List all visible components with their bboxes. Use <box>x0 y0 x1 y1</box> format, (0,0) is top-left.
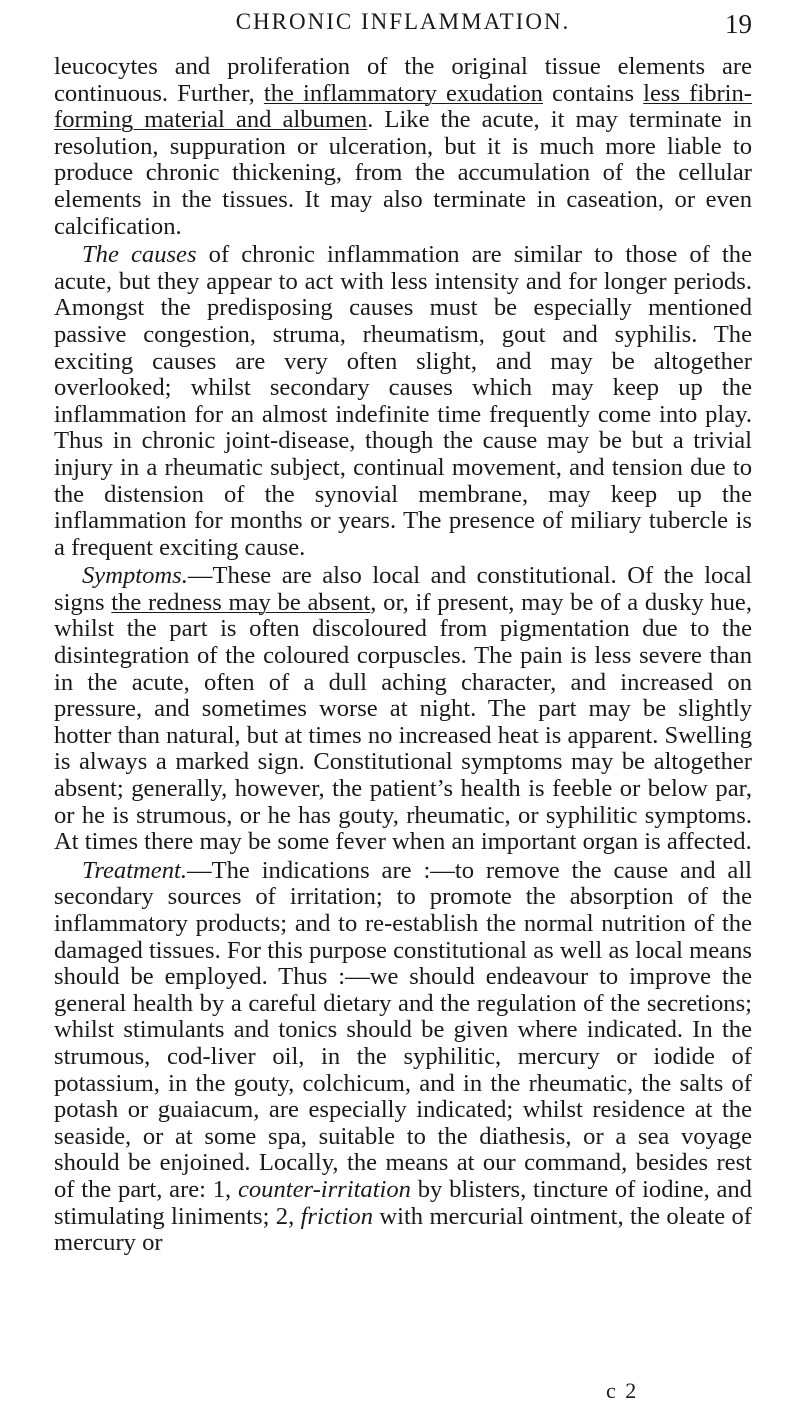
text-run: leucocytes and proliferation of the original tissue elements are continuous. Further, <box>54 53 752 107</box>
underlined-text: the redness may be absent <box>111 588 371 616</box>
signature-mark: c 2 <box>606 1378 639 1403</box>
underlined-text: the inflammatory exudation <box>263 79 543 107</box>
running-title: CHRONIC INFLAMMATION. <box>235 9 571 34</box>
text-run: by blisters, tincture of iodine, and stimulating liniments; 2, <box>54 1175 752 1230</box>
italic-text: Symptoms. <box>82 562 188 590</box>
italic-text: The causes <box>82 241 197 269</box>
page-number: 19 <box>725 9 752 39</box>
text-run: . Like the acute, it may terminate in resolution, suppuration or ulceration, but it is much more liable to produce chronic thickening, from the accumulation of the cellular elements in the tissues. It may also terminate in caseation, or even calcification. <box>54 106 752 240</box>
text-run: of chronic inflammation are similar to those of the acute, but they appear to act with less intensity and for longer periods. Amongst the predisposing causes must be especially mentioned passive congestion, struma, rheumatism, gout and syphilis. The exciting causes are very often slight, and may be altogether overlooked; whilst secondary causes which may keep up the inflammation for an almost indefinite time frequently come into play. Thus in chronic joint-disease, though the cause may be but a trivial injury in a rheumatic subject, continual movement, and tension due to the distension of the synovial membrane, may keep up the inflammation for months or years. The presence of miliary tubercle is a frequent exciting cause. <box>54 241 753 561</box>
italic-text: Treatment. <box>82 856 187 884</box>
underlined-text: less fibrin-forming material and albumen <box>54 79 753 134</box>
italic-text: friction <box>300 1202 374 1230</box>
paragraph-continuation <box>54 54 752 240</box>
paragraph-causes <box>54 242 752 561</box>
running-head <box>54 6 752 38</box>
text-run: —The indications are :—to remove the cause and all secondary sources of irritation; to promote the absorption of the inflammatory products; and to re-establish the normal nutrition of the damaged tissues. For this purpose constitutional as well as local means should be employed. Thus :—we should endeavour to improve the general health by a careful dietary and the regulation of the secretions; whilst stimulants and tonics should be given where indicated. In the strumous, cod-liver oil, in the syphilitic, mercury or iodide of potassium, in the gouty, colchicum, and in the rheumatic, the salts of potash or guaiacum, are especially indicated; whilst residence at the seaside, or at some spa, suitable to the diathesis, or a sea voyage should be enjoined. Locally, the means at our command, besides rest of the part, are: 1, <box>54 856 752 1203</box>
text-run: , or, if present, may be of a dusky hue, whilst the part is often discoloured from pigmentation due to the disintegration of the coloured corpuscles. The pain is less severe than in the acute, often of a dull aching character, and increased on pressure, and sometimes worse at night. The part may be slightly hotter than natural, but at times no increased heat is apparent. Swelling is always a marked sign. Constitutional symptoms may be altogether absent; generally, however, the patient’s health is feeble or below par, or he is strumous, or he has gouty, rheumatic, or syphilitic symptoms. At times there may be some fever when an important organ is affected. <box>54 588 752 856</box>
text-run: —These are also local and constitutional. Of the local signs <box>54 562 752 616</box>
text-run: with mercurial ointment, the oleate of mercury or <box>54 1202 752 1257</box>
paragraph-treatment <box>54 858 752 1257</box>
text-run: contains <box>542 79 644 107</box>
paragraph-symptoms <box>54 563 752 856</box>
book-page <box>54 0 752 1408</box>
body-text <box>54 54 752 1257</box>
italic-text: counter-irritation <box>237 1175 411 1203</box>
